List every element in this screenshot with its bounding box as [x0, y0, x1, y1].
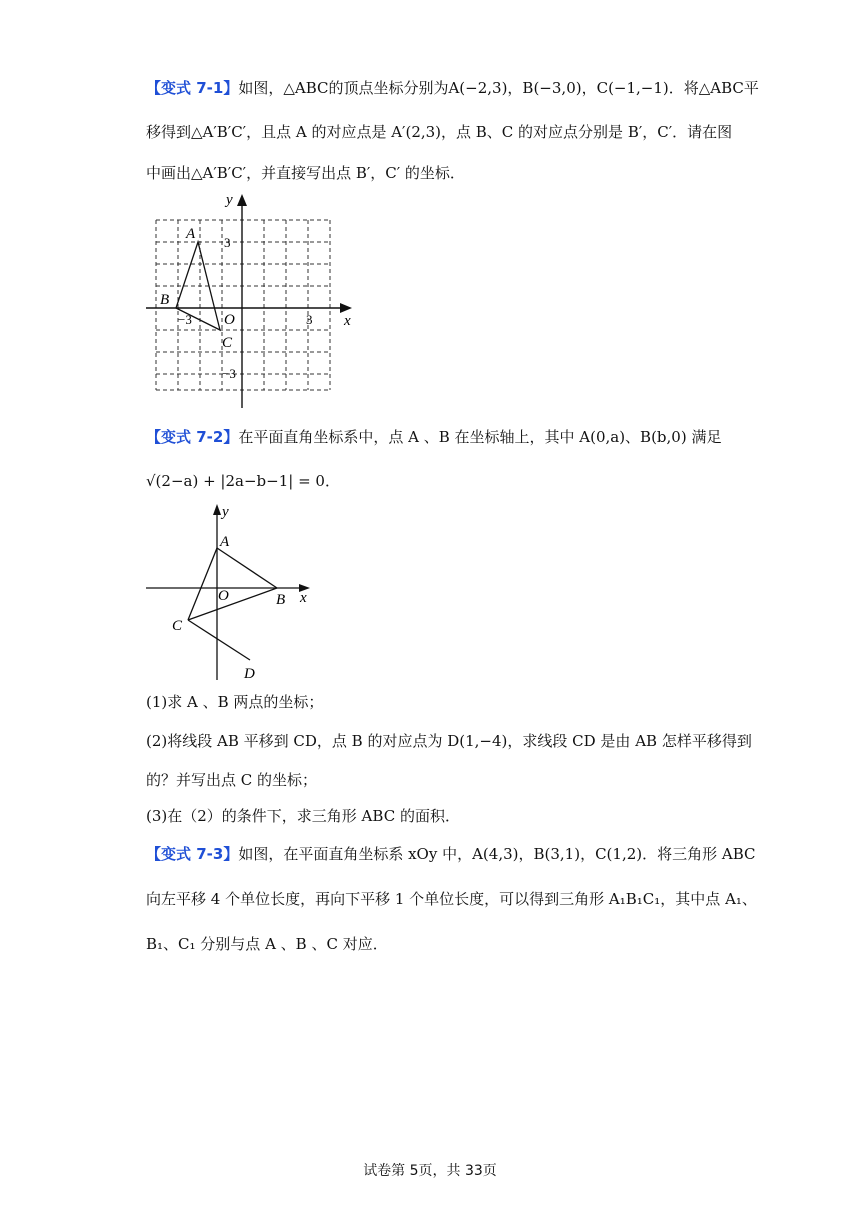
segment-bc [188, 588, 277, 620]
segment-cd [188, 620, 250, 660]
problem-7-1-line-1: 【变式 7-1】如图，△ABC的顶点坐标分别为A(−2,3)，B(−3,0)，C(−1,−1)．将△ABC平 [146, 79, 759, 97]
question-1: (1)求 A 、B 两点的坐标； [146, 693, 324, 711]
label-c: C [172, 618, 183, 634]
segment-ab [217, 548, 277, 588]
problem-7-1-tag: 【变式 7-1】 [146, 79, 239, 97]
problem-7-1-line-2: 移得到△A′B′C′，且点 A 的对应点是 A′(2,3)，点 B、C 的对应点分别是 B′，C′．请在图 [146, 123, 733, 141]
problem-7-1-line-3: 中画出△A′B′C′，并直接写出点 B′，C′ 的坐标． [146, 164, 465, 182]
question-2-line-1: (2)将线段 AB 平移到 CD，点 B 的对应点为 D(1,−4)，求线段 CD 是由 AB 怎样平移得到 [146, 732, 752, 750]
problem-7-3-line-1: 【变式 7-3】如图，在平面直角坐标系 xOy 中，A(4,3)，B(3,1)，C(1,2)．将三角形 ABC [146, 845, 756, 863]
y-axis-label: y [222, 504, 229, 520]
problem-7-3-tag: 【变式 7-3】 [146, 845, 239, 863]
tick-y-neg3: −3 [222, 366, 236, 381]
figure-7-1-grid [140, 190, 360, 412]
x-axis-label: x [300, 590, 307, 606]
label-b: B [160, 292, 170, 308]
label-o: O [218, 588, 229, 604]
segment-ac [188, 548, 217, 620]
page-footer: 试卷第 5页，共 33页 [363, 1163, 497, 1179]
problem-7-3-line-2: 向左平移 4 个单位长度，再向下平移 1 个单位长度，可以得到三角形 A₁B₁C₁，其中点 A₁、 [146, 890, 757, 908]
figure-7-2 [140, 500, 320, 690]
label-o: O [224, 312, 235, 328]
x-axis-label: x [344, 313, 351, 329]
label-a: A [186, 226, 196, 242]
tick-x-neg3: −3 [178, 312, 192, 327]
y-axis-label: y [226, 192, 233, 208]
question-2-line-2: 的？并写出点 C 的坐标； [146, 771, 318, 789]
label-c: C [222, 335, 233, 351]
problem-7-2-line-2: √(2−a) + |2a−b−1| = 0． [146, 472, 340, 490]
problem-7-3-line-3: B₁、C₁ 分别与点 A 、B 、C 对应． [146, 935, 388, 953]
question-3: (3)在（2）的条件下，求三角形 ABC 的面积． [146, 807, 460, 825]
label-b: B [276, 592, 286, 608]
problem-7-2-tag: 【变式 7-2】 [146, 428, 239, 446]
problem-7-2-line-1: 【变式 7-2】在平面直角坐标系中，点 A 、B 在坐标轴上，其中 A(0,a)、B(b,0) 满足 [146, 428, 722, 446]
label-d: D [244, 666, 255, 682]
label-a: A [220, 534, 230, 550]
tick-y-3: 3 [224, 235, 231, 250]
tick-x-3: 3 [306, 312, 313, 327]
